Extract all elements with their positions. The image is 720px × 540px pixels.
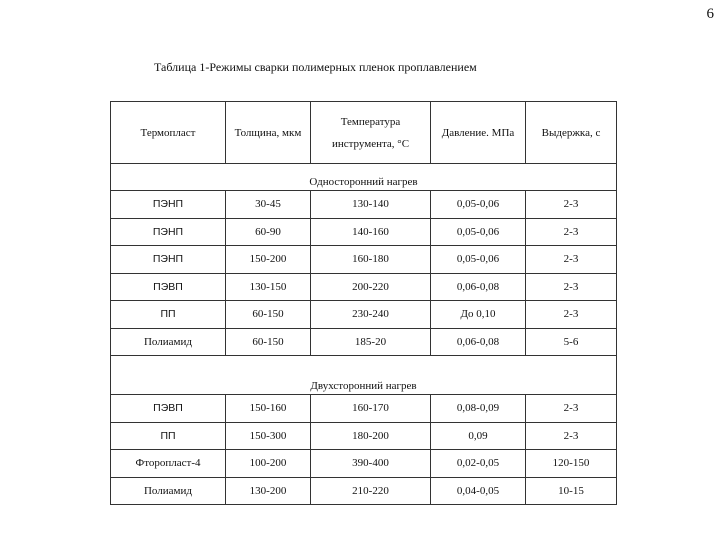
cell-material: ПЭНП — [111, 191, 226, 219]
cell-hold: 2-3 — [526, 273, 617, 301]
cell-thickness: 130-150 — [226, 273, 311, 301]
cell-hold: 2-3 — [526, 218, 617, 246]
cell-hold: 120-150 — [526, 450, 617, 478]
cell-pressure: 0,04-0,05 — [431, 477, 526, 505]
table-row — [111, 422, 617, 450]
table-row — [111, 218, 617, 246]
cell-pressure: 0,02-0,05 — [431, 450, 526, 478]
cell-pressure: 0,05-0,06 — [431, 218, 526, 246]
cell-material: Полиамид — [111, 328, 226, 356]
cell-thickness: 130-200 — [226, 477, 311, 505]
header-temperature — [311, 102, 431, 164]
cell-material: ПП — [111, 422, 226, 450]
cell-temperature: 130-140 — [311, 191, 431, 219]
cell-temperature: 160-180 — [311, 246, 431, 274]
cell-hold: 2-3 — [526, 246, 617, 274]
cell-temperature: 140-160 — [311, 218, 431, 246]
cell-temperature: 185-20 — [311, 328, 431, 356]
cell-hold: 2-3 — [526, 395, 617, 423]
cell-hold: 10-15 — [526, 477, 617, 505]
welding-modes-table — [110, 101, 617, 505]
cell-thickness: 60-150 — [226, 301, 311, 329]
cell-thickness: 150-200 — [226, 246, 311, 274]
cell-temperature: 180-200 — [311, 422, 431, 450]
header-hold: Выдержка, с — [526, 102, 617, 164]
cell-pressure: До 0,10 — [431, 301, 526, 329]
cell-pressure: 0,06-0,08 — [431, 328, 526, 356]
table-body — [111, 164, 617, 505]
section-row — [111, 356, 617, 395]
section-title: Двухсторонний нагрев — [111, 356, 617, 395]
table-row — [111, 450, 617, 478]
cell-material: ПП — [111, 301, 226, 329]
cell-temperature: 160-170 — [311, 395, 431, 423]
table-caption: Таблица 1-Режимы сварки полимерных пленок проплавлением — [154, 60, 477, 74]
table-row — [111, 328, 617, 356]
cell-temperature: 210-220 — [311, 477, 431, 505]
header-pressure: Давление. МПа — [431, 102, 526, 164]
header-row — [111, 102, 617, 164]
cell-material: Фторопласт-4 — [111, 450, 226, 478]
cell-thickness: 100-200 — [226, 450, 311, 478]
cell-hold: 2-3 — [526, 422, 617, 450]
cell-thickness: 30-45 — [226, 191, 311, 219]
cell-pressure: 0,09 — [431, 422, 526, 450]
table-row — [111, 246, 617, 274]
cell-temperature: 230-240 — [311, 301, 431, 329]
page-number: 6 — [706, 6, 714, 22]
cell-material: Полиамид — [111, 477, 226, 505]
cell-pressure: 0,06-0,08 — [431, 273, 526, 301]
table-row — [111, 477, 617, 505]
cell-hold: 2-3 — [526, 191, 617, 219]
section-title: Односторонний нагрев — [111, 164, 617, 191]
cell-pressure: 0,05-0,06 — [431, 246, 526, 274]
cell-thickness: 150-160 — [226, 395, 311, 423]
cell-hold: 5-6 — [526, 328, 617, 356]
header-temperature-line2: инструмента, °C — [331, 137, 410, 150]
table-row — [111, 301, 617, 329]
header-material: Термопласт — [111, 102, 226, 164]
header-thickness: Толщина, мкм — [226, 102, 311, 164]
cell-thickness: 150-300 — [226, 422, 311, 450]
cell-material: ПЭВП — [111, 273, 226, 301]
table-row — [111, 191, 617, 219]
cell-hold: 2-3 — [526, 301, 617, 329]
cell-material: ПЭВП — [111, 395, 226, 423]
cell-material: ПЭНП — [111, 246, 226, 274]
cell-material: ПЭНП — [111, 218, 226, 246]
cell-pressure: 0,08-0,09 — [431, 395, 526, 423]
cell-thickness: 60-90 — [226, 218, 311, 246]
table-row — [111, 273, 617, 301]
section-row — [111, 164, 617, 191]
cell-temperature: 200-220 — [311, 273, 431, 301]
cell-thickness: 60-150 — [226, 328, 311, 356]
header-temperature-line1: Температура — [340, 115, 401, 128]
table-row — [111, 395, 617, 423]
cell-temperature: 390-400 — [311, 450, 431, 478]
cell-pressure: 0,05-0,06 — [431, 191, 526, 219]
